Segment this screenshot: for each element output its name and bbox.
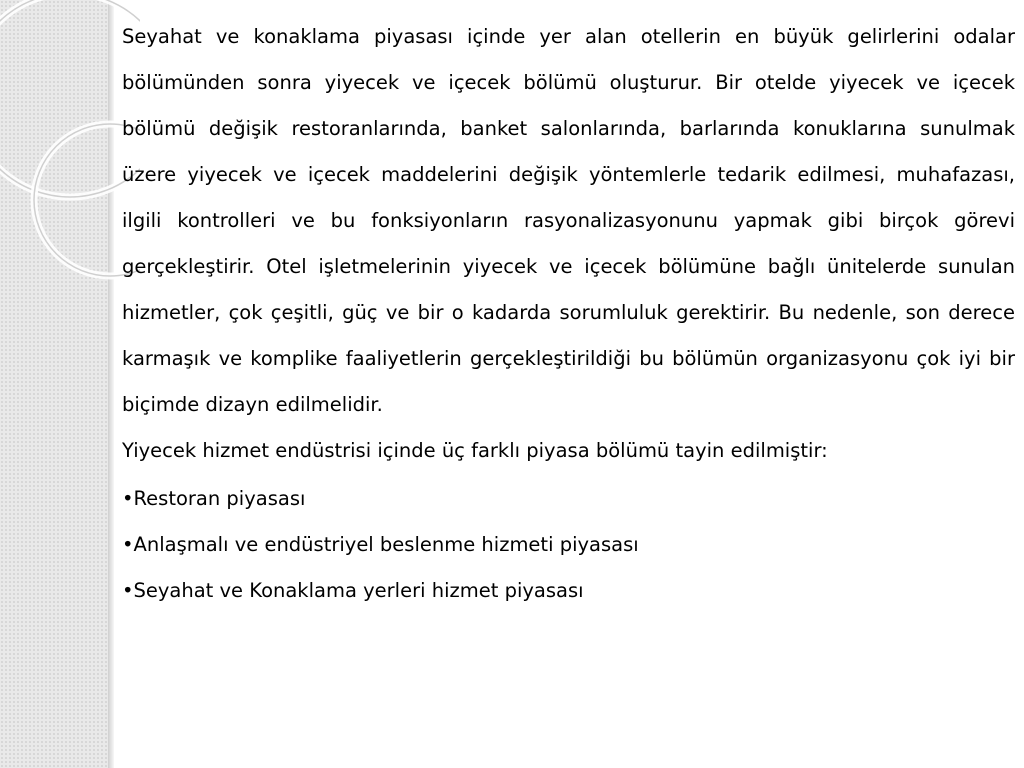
bullet-item: •Anlaşmalı ve endüstriyel beslenme hizmeti piyasası — [122, 533, 639, 556]
text-content — [122, 14, 1015, 614]
lead-sentence: Yiyecek hizmet endüstrisi içinde üç farklı piyasa bölümü tayin edilmiştir: — [122, 439, 828, 462]
body-paragraph: Seyahat ve konaklama piyasası içinde yer alan otellerin en büyük gelirlerini odalar bölümünden sonra yiyecek ve içecek bölümü oluşturur. Bir otelde yiyecek ve içecek bölümü değişik restoranlarında, banket salonlarında, barlarında konuklarına sunulmak üzere yiyecek ve içecek maddelerini değişik yöntemlerle tedarik edilmesi, muhafazası, ilgili kontrolleri ve bu fonksiyonların rasyonalizasyonunu yapmak gibi birçok görevi gerçekleştirir. Otel işletmelerinin yiyecek ve içecek bölümüne bağlı ünitelerde sunulan hizmetler, çok çeşitli, güç ve bir o kadarda sorumluluk gerektirir. Bu nedenle, son derece karmaşık ve komplike faaliyetlerin gerçekleştirildiği bu bölümün organizasyonu çok iyi bir biçimde dizayn edilmelidir. — [122, 25, 1015, 416]
bullet-item: •Restoran piyasası — [122, 487, 306, 510]
bullet-list — [122, 476, 1015, 614]
decorative-circles — [0, 0, 140, 330]
bullet-item: •Seyahat ve Konaklama yerleri hizmet piyasası — [122, 579, 584, 602]
